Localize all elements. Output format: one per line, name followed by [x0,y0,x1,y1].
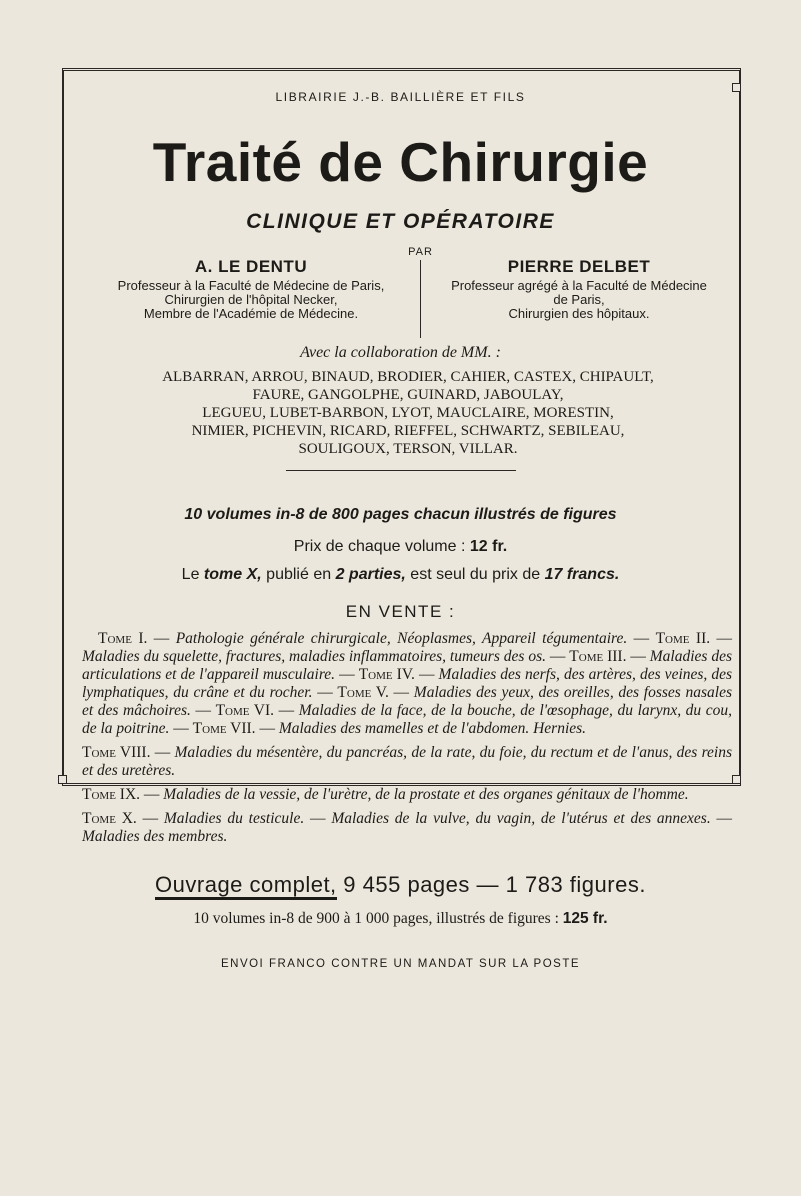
tome-separator: — [255,720,279,737]
tome-number: Tome VIII. [82,744,151,761]
tome-separator: — [140,786,164,803]
author-delbet [424,258,734,321]
tome-x-text: publié en [266,566,332,583]
tome-x-price: 17 francs. [544,566,620,583]
collaborator-line: LEGUEU, LUBET-BARBON, LYOT, MAUCLAIRE, MORESTIN, [202,405,614,421]
tome-x-emphasis: 2 parties, [335,566,406,583]
tome-number: Tome IV. [358,666,415,683]
author-name: PIERRE DELBET [507,257,651,276]
tome-paragraph [82,810,732,846]
collaboration-intro: Avec la collaboration de MM. : [300,344,501,361]
author-le-dentu [86,258,416,321]
volumes-line: 10 volumes in-8 de 800 pages chacun illustrés de figures [184,506,617,523]
tome-contents: Maladies du mésentère, du pancréas, de la rate, du foie, du rectum et de l'anus, des reins et des uretères. [82,744,733,779]
final-price-line [0,910,801,928]
shipping-note: ENVOI FRANCO CONTRE UN MANDAT SUR LA POSTE [220,958,581,970]
tome-contents: Maladies du testicule. [163,810,305,827]
frame-corner-ornament [58,775,67,784]
tome-separator: — [710,630,733,647]
price-per-volume [0,538,801,556]
tome-x-text: est seul du prix de [410,566,541,583]
collaborator-line: FAURE, GANGOLPHE, GUINARD, JABOULAY, [252,387,564,403]
tome-separator: — [190,702,216,719]
tome-separator: — [150,744,175,761]
tome-separator: — [627,630,656,647]
section-rule [286,470,516,471]
tome-paragraph [82,630,732,738]
tome-contents: Maladies de la vulve, du vagin, de l'utérus et des annexes. [331,810,711,827]
tome-separator: — [545,648,570,665]
publisher-line: LIBRAIRIE J.-B. BAILLIÈRE ET FILS [275,90,526,104]
tome-separator: — [626,648,650,665]
tome-contents: Maladies des nerfs, des artères, des veines, des lymphatiques, du crâne et du rocher. [82,666,733,701]
tome-number: Tome X. [82,810,137,827]
book-subtitle: CLINIQUE ET OPÉRATOIRE [246,210,555,233]
tome-separator: — [388,684,414,701]
tome-contents: Pathologie générale chirurgicale, Néoplasmes, Appareil tégumentaire. [175,630,628,647]
tome-list [82,630,732,852]
tome-number: Tome III. [569,648,627,665]
par-label: PAR [408,246,433,258]
author-title-line: de Paris, [553,292,605,307]
tome-x-emphasis: tome X, [203,566,262,583]
tome-contents: Maladies des membres. [82,828,228,845]
collaborator-list [88,368,728,458]
tome-contents: Maladies des articulations et de l'appareil musculaire. [82,648,732,683]
complete-work-counts: 9 455 pages — 1 783 figures. [343,872,646,897]
collaborator-line: NIMIER, PICHEVIN, RICARD, RIEFFEL, SCHWARTZ, SEBILEAU, [191,423,625,439]
complete-work-line [0,872,801,898]
collaborator-line: ALBARRAN, ARROU, BINAUD, BRODIER, CAHIER, CASTEX, CHIPAULT, [162,369,654,385]
tome-paragraph [82,744,732,780]
tome-number: Tome VII. [192,720,256,737]
tome-contents: Maladies des yeux, des oreilles, des fosses nasales et des mâchoires. [82,684,733,719]
price-value: 12 fr. [469,538,508,555]
tome-contents: Maladies du squelette, fractures, maladies inflammatoires, tumeurs des os. [82,648,546,665]
tome-separator: — [274,702,299,719]
tome-number: Tome I. [98,630,148,647]
author-divider [420,260,421,338]
collaborator-line: SOULIGOUX, TERSON, VILLAR. [298,441,518,457]
tome-separator: — [169,720,193,737]
author-title-line: Professeur à la Faculté de Médecine de Paris, [117,278,385,293]
price-label: Prix de chaque volume : [293,538,466,555]
tome-number: Tome IX. [82,786,141,803]
en-vente-heading: EN VENTE : [345,602,456,621]
tome-x-note [0,566,801,584]
final-price-text: 10 volumes in-8 de 900 à 1 000 pages, illustrés de figures : [193,910,559,927]
author-name: A. LE DENTU [194,257,308,276]
complete-work-lead: Ouvrage complet, [155,872,337,900]
tome-paragraph [82,786,732,804]
tome-contents: Maladies de la vessie, de l'urètre, de la prostate et des organes génitaux de l'homme. [163,786,689,803]
tome-separator: — [136,810,164,827]
tome-number: Tome II. [655,630,711,647]
author-title-line: Chirurgien des hôpitaux. [508,306,650,321]
author-title-line: Membre de l'Académie de Médecine. [143,306,359,321]
tome-number: Tome VI. [215,702,275,719]
tome-separator: — [304,810,332,827]
tome-contents: Maladies de la face, de la bouche, de l'œsophage, du larynx, du cou, de la poitrine. [82,702,733,737]
tome-separator: — [147,630,176,647]
tome-separator: — [335,666,359,683]
tome-separator: — [710,810,733,827]
tome-separator: — [312,684,338,701]
book-title: Traité de Chirurgie [152,131,649,193]
tome-separator: — [414,666,439,683]
author-title-line: Professeur agrégé à la Faculté de Médecine [451,278,707,293]
final-price-value: 125 fr. [562,910,608,927]
tome-contents: Maladies des mamelles et de l'abdomen. Hernies. [278,720,587,737]
author-title-line: Chirurgien de l'hôpital Necker, [164,292,338,307]
tome-number: Tome V. [337,684,389,701]
frame-corner-ornament [732,775,741,784]
tome-x-text: Le [181,566,200,583]
